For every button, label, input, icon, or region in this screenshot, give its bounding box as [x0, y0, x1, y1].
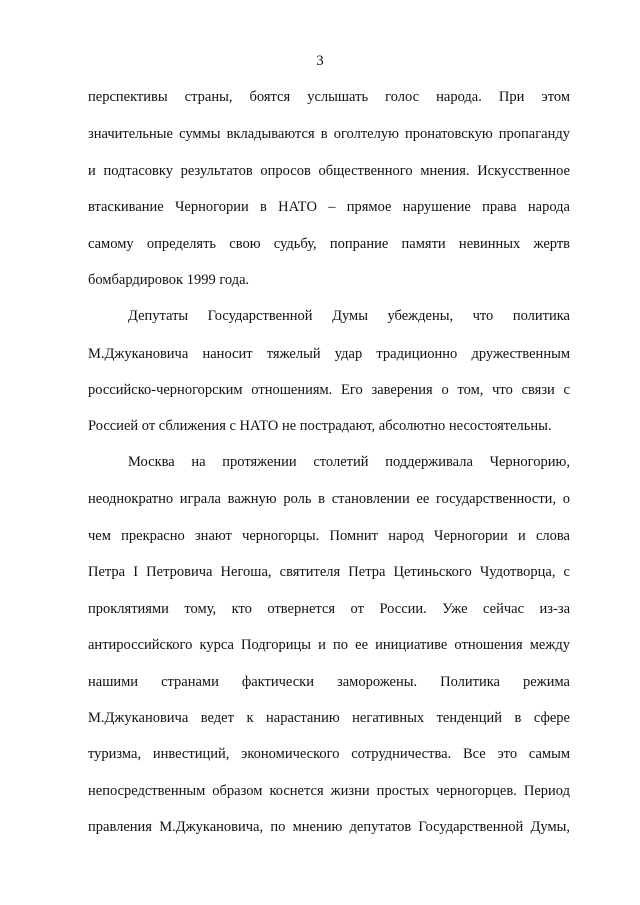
text-line: М.Джукановича ведет к нарастанию негативных тенденций в сфере	[88, 710, 570, 726]
text-line: М.Джукановича наносит тяжелый удар традиционно дружественным	[88, 346, 570, 362]
text-line: Депутаты Государственной Думы убеждены, что политика	[128, 308, 570, 324]
text-line: и подтасовку результатов опросов общественного мнения. Искусственное	[88, 163, 570, 179]
text-line: нашими странами фактически заморожены. Политика режима	[88, 674, 570, 690]
text-line: Россией от сближения с НАТО не пострадают, абсолютно несостоятельны.	[88, 418, 552, 434]
text-line: Москва на протяжении столетий поддерживала Черногорию,	[128, 454, 570, 470]
text-line: бомбардировок 1999 года.	[88, 272, 250, 288]
text-line: российско-черногорским отношениям. Его заверения о том, что связи с	[88, 382, 570, 398]
text-line: туризма, инвестиций, экономического сотрудничества. Все это самым	[88, 746, 570, 762]
text-line: неоднократно играла важную роль в становлении ее государственности, о	[88, 491, 570, 507]
text-line: проклятиями тому, кто отвернется от России. Уже сейчас из-за	[88, 601, 570, 617]
text-line: непосредственным образом коснется жизни простых черногорцев. Период	[88, 783, 570, 799]
text-line: втаскивание Черногории в НАТО – прямое нарушение права народа	[88, 199, 570, 215]
text-line: значительные суммы вкладываются в оголтелую пронатовскую пропаганду	[88, 126, 570, 142]
text-line: правления М.Джукановича, по мнению депутатов Государственной Думы,	[88, 819, 570, 835]
text-line: чем прекрасно знают черногорцы. Помнит народ Черногории и слова	[88, 528, 570, 544]
text-line: самому определять свою судьбу, попрание памяти невинных жертв	[88, 236, 570, 252]
page-number: 3	[316, 53, 324, 69]
text-line: Петра I Петровича Негоша, святителя Петра Цетиньского Чудотворца, с	[88, 564, 570, 580]
text-line: перспективы страны, боятся услышать голос народа. При этом	[88, 89, 570, 105]
text-line: антироссийского курса Подгорицы и по ее инициативе отношения между	[88, 637, 570, 653]
